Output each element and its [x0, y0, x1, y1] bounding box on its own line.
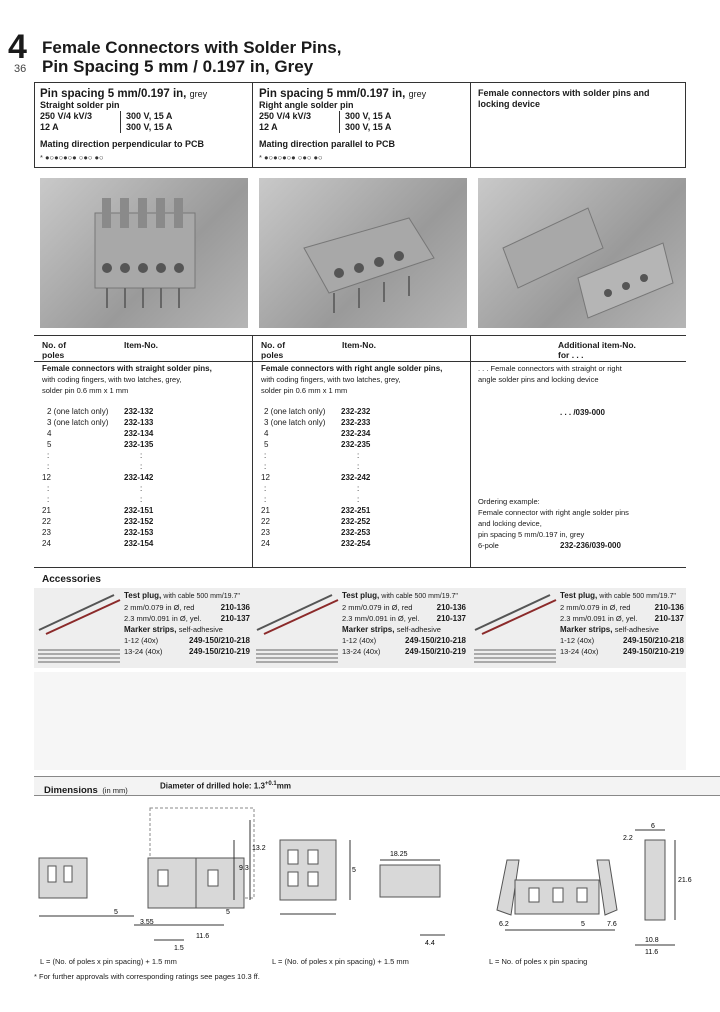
col1-color: grey — [189, 89, 208, 99]
page-title-line2: Pin Spacing 5 mm / 0.197 in, Grey — [42, 57, 314, 76]
table-row-item: 232-254 — [341, 539, 371, 548]
accessory-block — [34, 590, 250, 666]
divider — [252, 82, 253, 168]
product-photo-right-angle — [259, 178, 467, 328]
marker-range2: 13-24 (40x) — [124, 647, 163, 656]
example-item: 232-236/039-000 — [560, 541, 621, 550]
test-plug-icon — [34, 590, 122, 666]
table-row-item: : — [357, 495, 360, 504]
col1-subtitle: Straight solder pin — [40, 100, 120, 110]
dimensions-unit: (in mm) — [102, 786, 128, 795]
dim-label: 9.3 — [239, 865, 249, 872]
col1-spec — [40, 88, 250, 163]
table-row-poles: 5 — [47, 440, 52, 449]
test-plug-yel-code: 210-137 — [654, 614, 684, 623]
table-row-item: 232-135 — [124, 440, 154, 449]
marker-code1: 249-150/210-218 — [405, 636, 466, 645]
table-row-item: : — [140, 451, 143, 460]
col3-code: . . . /039-000 — [560, 408, 605, 417]
test-plug-red: 2 mm/0.079 in Ø, red — [342, 603, 413, 612]
test-plug-desc: with cable 500 mm/19.7" — [599, 593, 676, 600]
test-plug-icon — [252, 590, 340, 666]
drill-tolerance: +0.1 — [264, 781, 277, 787]
drill-unit: mm — [276, 781, 292, 791]
table-row-poles: 2 (one latch only) — [47, 407, 109, 416]
col2-table — [261, 363, 469, 549]
example-line2: and locking device, — [478, 519, 542, 528]
table-row-item: : — [140, 462, 143, 471]
marker-code1: 249-150/210-218 — [189, 636, 250, 645]
marker-code2: 249-150/210-219 — [189, 647, 250, 656]
connector-locking-illustration — [478, 178, 686, 328]
table-row-item: 232-154 — [124, 539, 154, 548]
col1-rating-l2: 12 A — [40, 122, 59, 132]
test-plug-red: 2 mm/0.079 in Ø, red — [560, 603, 631, 612]
dim-label: 11.6 — [645, 949, 659, 956]
accessories-spacer — [34, 672, 686, 770]
col2-rating-r2: 300 V, 15 A — [345, 122, 392, 132]
table-row-item: : — [357, 462, 360, 471]
col1-product-head: Female connectors with straight solder pins, — [42, 364, 212, 373]
col1-header-poles: No. of poles — [42, 340, 67, 360]
col1-title: Pin spacing 5 mm/0.197 in, — [40, 88, 187, 100]
dimension-drawing-straight — [34, 800, 264, 958]
dimension-drawing-right-angle — [270, 810, 460, 952]
table-row-poles: 12 — [42, 473, 51, 482]
table-row-poles: 4 — [264, 429, 269, 438]
test-plug-red-code: 210-136 — [436, 603, 466, 612]
table-row-poles: 4 — [47, 429, 52, 438]
table-row-poles: 22 — [261, 517, 270, 526]
marker-desc: self-adhesive — [396, 625, 441, 634]
test-plug-yel: 2.3 mm/0.091 in Ø, yel. — [124, 614, 202, 623]
table-row-poles: 2 (one latch only) — [264, 407, 326, 416]
dimension-drawing-locking — [485, 820, 705, 958]
divider — [470, 82, 471, 168]
dim-label: 3.55 — [140, 919, 154, 926]
table-row-poles: 21 — [261, 506, 270, 515]
page-number: 36 — [14, 63, 27, 75]
table-row-poles: : — [47, 484, 50, 493]
test-plug-red-code: 210-136 — [654, 603, 684, 612]
col2-title: Pin spacing 5 mm/0.197 in, — [259, 88, 406, 100]
table-row-item: 232-151 — [124, 506, 154, 515]
dim-label: 6.2 — [499, 921, 509, 928]
table-row-poles: : — [264, 495, 267, 504]
col2-header-item: Item-No. — [342, 340, 376, 350]
test-plug-desc: with cable 500 mm/19.7" — [163, 593, 240, 600]
col2-subtitle: Right angle solder pin — [259, 100, 354, 110]
formula-right-angle: L = (No. of poles x pin spacing) + 1.5 mm — [272, 957, 409, 966]
table-divider — [470, 335, 471, 567]
col2-rating-l1: 250 V/4 kV/3 — [259, 111, 312, 121]
table-row-poles: : — [264, 451, 267, 460]
connector-right-angle-illustration — [259, 178, 467, 328]
footnote: * For further approvals with corresponding ratings see pages 10.3 ff. — [34, 972, 260, 981]
table-divider — [252, 335, 253, 567]
dimensions-title: Dimensions — [44, 785, 98, 796]
dim-label: 5 — [352, 867, 356, 874]
test-plug-label: Test plug, — [124, 591, 162, 600]
test-plug-icon — [470, 590, 558, 666]
marker-range1: 1-12 (40x) — [560, 636, 595, 645]
test-plug-label: Test plug, — [342, 591, 380, 600]
table-row-poles: 21 — [42, 506, 51, 515]
example-line3: pin spacing 5 mm/0.197 in, grey — [478, 530, 585, 539]
table-head-rule — [34, 361, 686, 362]
col1-mating: Mating direction perpendicular to PCB — [40, 139, 205, 149]
table-row-item: 232-242 — [341, 473, 371, 482]
marker-label: Marker strips, — [560, 625, 613, 634]
dimensions-heading — [44, 780, 128, 798]
col2-approvals: * ●○●○●○● ○●○ ●○ — [259, 153, 323, 162]
example-line1: Female connector with right angle solder pins — [478, 508, 629, 517]
test-plug-desc: with cable 500 mm/19.7" — [381, 593, 458, 600]
table-row-poles: : — [47, 462, 50, 471]
col2-rating-l2: 12 A — [259, 122, 278, 132]
dim-label: 13.2 — [252, 845, 266, 852]
table-row-poles: : — [264, 462, 267, 471]
accessory-block — [252, 590, 468, 666]
col2-rating-r1: 300 V, 15 A — [345, 111, 392, 121]
col2-product-head: Female connectors with right angle solder pins, — [261, 364, 443, 373]
formula-straight: L = (No. of poles x pin spacing) + 1.5 mm — [40, 957, 177, 966]
col2-color: grey — [408, 89, 427, 99]
marker-code2: 249-150/210-219 — [405, 647, 466, 656]
accessories-title: Accessories — [42, 574, 101, 585]
dimensions-bar — [34, 776, 720, 796]
marker-code1: 249-150/210-218 — [623, 636, 684, 645]
dim-label: 7.6 — [607, 921, 617, 928]
table-row-item: 232-134 — [124, 429, 154, 438]
table-row-poles: 12 — [261, 473, 270, 482]
marker-code2: 249-150/210-219 — [623, 647, 684, 656]
dim-label: 5 — [226, 909, 230, 916]
drill-text: Diameter of drilled hole: 1.3 — [160, 781, 265, 791]
col2-mating: Mating direction parallel to PCB — [259, 139, 396, 149]
marker-range1: 1-12 (40x) — [124, 636, 159, 645]
col3-header-additional: Additional item-No. for . . . — [558, 340, 636, 360]
table-bottom-rule — [34, 567, 686, 568]
table-row-poles: : — [264, 484, 267, 493]
col1-rating-r1: 300 V, 15 A — [126, 111, 173, 121]
test-plug-label: Test plug, — [560, 591, 598, 600]
dim-label: 2.2 — [623, 835, 633, 842]
table-row-item: 232-233 — [341, 418, 371, 427]
table-row-poles: 24 — [42, 539, 51, 548]
table-row-item: 232-235 — [341, 440, 371, 449]
table-row-item: 232-253 — [341, 528, 371, 537]
product-photo-locking — [478, 178, 686, 328]
marker-label: Marker strips, — [124, 625, 177, 634]
table-row-item: 232-132 — [124, 407, 154, 416]
page-title-line1: Female Connectors with Solder Pins, — [42, 38, 342, 57]
dim-label: 10.8 — [645, 937, 659, 944]
table-row-item: 232-252 — [341, 517, 371, 526]
chapter-number: 4 — [8, 28, 27, 66]
table-row-poles: 22 — [42, 517, 51, 526]
col2-product-desc1: with coding fingers, with two latches, grey, — [261, 375, 401, 384]
table-row-poles: 23 — [261, 528, 270, 537]
product-photo-straight — [40, 178, 248, 328]
test-plug-red: 2 mm/0.079 in Ø, red — [124, 603, 195, 612]
col3-table — [478, 363, 684, 551]
marker-range2: 13-24 (40x) — [342, 647, 381, 656]
col2-header-poles: No. of poles — [261, 340, 286, 360]
table-row-poles: 5 — [264, 440, 269, 449]
table-row-item: 232-232 — [341, 407, 371, 416]
table-row-item: 232-234 — [341, 429, 371, 438]
marker-label: Marker strips, — [342, 625, 395, 634]
col1-approvals: * ●○●○●○● ○●○ ●○ — [40, 153, 104, 162]
col2-spec — [259, 88, 469, 163]
col1-product-desc1: with coding fingers, with two latches, grey, — [42, 375, 182, 384]
test-plug-yel: 2.3 mm/0.091 in Ø, yel. — [342, 614, 420, 623]
table-row-item: 232-152 — [124, 517, 154, 526]
example-title: Ordering example: — [478, 497, 540, 506]
table-row-item: 232-133 — [124, 418, 154, 427]
table-row-item: : — [357, 451, 360, 460]
table-row-poles: 23 — [42, 528, 51, 537]
table-row-item: : — [140, 495, 143, 504]
col2-product-desc2: solder pin 0.6 mm x 1 mm — [261, 386, 348, 395]
col3-desc: angle solder pins and locking device — [478, 375, 599, 384]
accessory-block — [470, 590, 686, 666]
col3-head: . . . Female connectors with straight or right — [478, 364, 622, 373]
marker-desc: self-adhesive — [614, 625, 659, 634]
dim-label: 11.6 — [196, 933, 210, 940]
table-row-poles: : — [47, 451, 50, 460]
marker-desc: self-adhesive — [178, 625, 223, 634]
table-row-item: 232-251 — [341, 506, 371, 515]
table-row-poles: 3 (one latch only) — [264, 418, 326, 427]
table-row-poles: 3 (one latch only) — [47, 418, 109, 427]
col1-rating-r2: 300 V, 15 A — [126, 122, 173, 132]
table-row-poles: : — [47, 495, 50, 504]
dim-label: 1.5 — [174, 945, 184, 952]
test-plug-red-code: 210-136 — [220, 603, 250, 612]
test-plug-yel: 2.3 mm/0.091 in Ø, yel. — [560, 614, 638, 623]
test-plug-yel-code: 210-137 — [436, 614, 466, 623]
formula-locking: L = No. of poles x pin spacing — [489, 957, 588, 966]
col1-table — [42, 363, 250, 549]
col1-header-item: Item-No. — [124, 340, 158, 350]
table-row-item: : — [140, 484, 143, 493]
dim-label: 5 — [114, 909, 118, 916]
example-pole: 6-pole — [478, 541, 499, 550]
table-row-item: 232-142 — [124, 473, 154, 482]
table-row-item: 232-153 — [124, 528, 154, 537]
col1-rating-l1: 250 V/4 kV/3 — [40, 111, 93, 121]
connector-straight-illustration — [40, 178, 248, 328]
table-row-item: : — [357, 484, 360, 493]
table-row-poles: 24 — [261, 539, 270, 548]
marker-range2: 13-24 (40x) — [560, 647, 599, 656]
drill-diameter — [160, 781, 291, 791]
marker-range1: 1-12 (40x) — [342, 636, 377, 645]
dim-label: 4.4 — [425, 940, 435, 947]
col1-product-desc2: solder pin 0.6 mm x 1 mm — [42, 386, 129, 395]
dim-label: 5 — [581, 921, 585, 928]
dim-label: 6 — [651, 823, 655, 830]
col3-title: Female connectors with solder pins and locking device — [478, 88, 650, 109]
dim-label: 18.25 — [390, 851, 408, 858]
dim-label: 21.6 — [678, 877, 692, 884]
test-plug-yel-code: 210-137 — [220, 614, 250, 623]
table-top-rule — [34, 335, 686, 336]
